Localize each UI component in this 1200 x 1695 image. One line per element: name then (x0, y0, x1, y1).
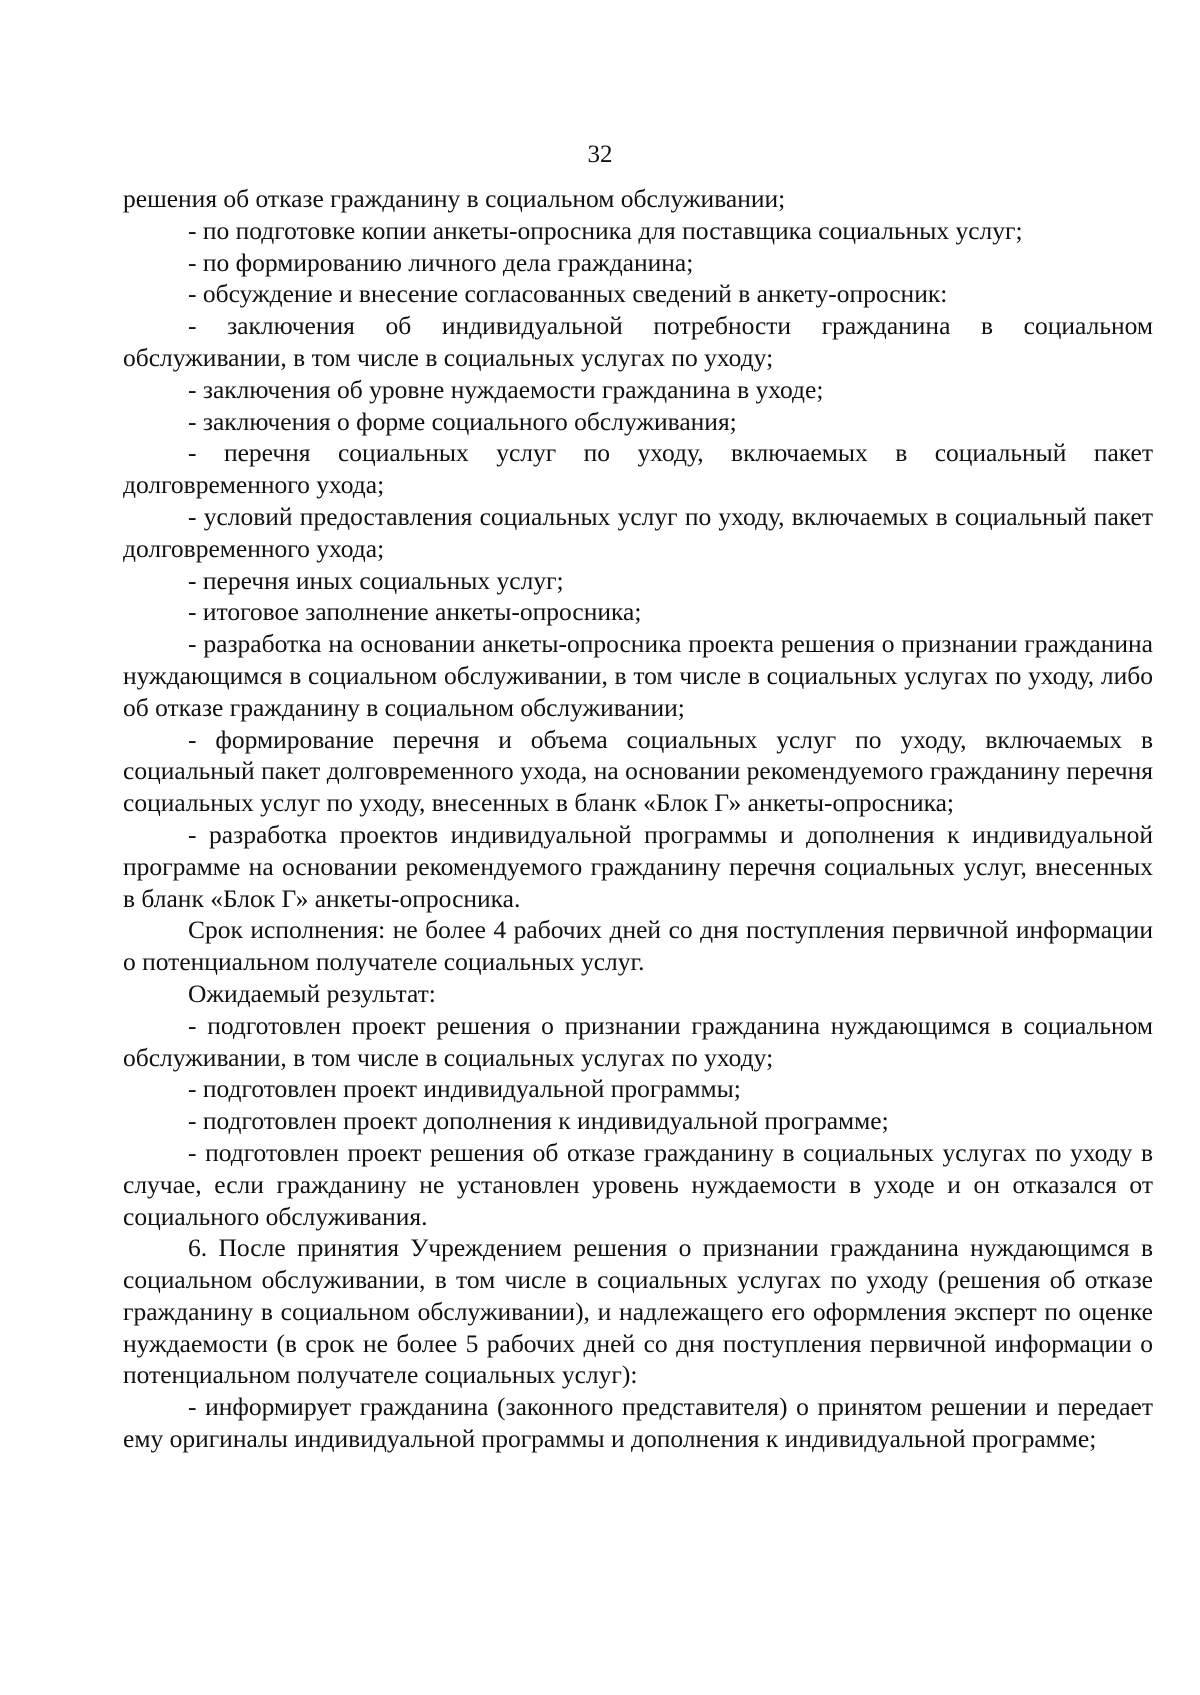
list-item-questionnaire-discussion: - обсуждение и внесение согласованных сведений в анкету-опросник: (188, 279, 948, 309)
result-item-program-draft: - подготовлен проект индивидуальной программы; (188, 1074, 741, 1104)
list-item-final-filling: - итоговое заполнение анкеты-опросника; (188, 597, 642, 627)
list-item-provision-conditions: - условий предоставления социальных услуг по уходу, включаемых в социальный пакет долговременного ухода; (123, 501, 1153, 563)
result-item-supplement-draft: - подготовлен проект дополнения к индивидуальной программе; (188, 1106, 889, 1136)
document-body (123, 183, 1153, 1455)
deadline-paragraph: Срок исполнения: не более 4 рабочих дней со дня поступления первичной информации о потенциальном получателе социальных услуг. (123, 915, 1153, 977)
list-item-personal-file: - по формированию личного дела гражданина; (188, 247, 694, 277)
list-item-questionnaire-copy: - по подготовке копии анкеты-опросника для поставщика социальных услуг; (188, 215, 1023, 245)
result-item-decision-draft: - подготовлен проект решения о признании гражданина нуждающимся в социальном обслуживании, в том числе в социальных услугах по уходу; (123, 1010, 1153, 1072)
list-item-decision-draft: - разработка на основании анкеты-опросника проекта решения о признании гражданина нуждающимся в социальном обслуживании, в том числе в социальных услугах по уходу, либо об отказе гражданину в социальном обслуживании; (123, 629, 1153, 722)
expected-result-heading: Ожидаемый результат: (188, 978, 436, 1008)
list-item-individual-need: - заключения об индивидуальной потребности гражданина в социальном обслуживании, в том числе в социальных услугах по уходу; (123, 311, 1153, 372)
list-item-program-drafts: - разработка проектов индивидуальной программы и дополнения к индивидуальной программе на основании рекомендуемого гражданину перечня социальных услуг, внесенных в бланк «Блок Г» анкеты-опросника. (123, 819, 1153, 913)
list-item-care-services-list: - перечня социальных услуг по уходу, включаемых в социальный пакет долговременного ухода; (123, 438, 1153, 500)
page-number: 32 (587, 141, 613, 168)
list-item-inform-citizen: - информирует гражданина (законного представителя) о принятом решении и передает ему оригиналы индивидуальной программы и дополнения к индивидуальной программе; (123, 1392, 1153, 1454)
result-item-refusal-draft: - подготовлен проект решения об отказе гражданину в социальных услугах по уходу в случае, если гражданину не установлен уровень нуждаемости в уходе и он отказался от социального обслуживания. (123, 1137, 1153, 1231)
paragraph-continuation: решения об отказе гражданину в социальном обслуживании; (123, 184, 786, 213)
numbered-paragraph-6: 6. После принятия Учреждением решения о признании гражданина нуждающимся в социальном обслуживании, в том числе в социальных услугах по уходу (решения об отказе гражданину в социальном обслуживании), и надлежащего его оформления эксперт по оценке нуждаемости (в срок не более 5 рабочих дней со дня поступления первичной информации о потенциальном получателе социальных услуг): (123, 1233, 1153, 1390)
list-item-service-form: - заключения о форме социального обслуживания; (188, 406, 737, 436)
list-item-other-services: - перечня иных социальных услуг; (188, 565, 564, 595)
list-item-need-level: - заключения об уровне нуждаемости гражданина в уходе; (188, 374, 824, 404)
list-item-services-volume: - формирование перечня и объема социальных услуг по уходу, включаемых в социальный пакет долговременного ухода, на основании рекомендуемого гражданину перечня социальных услуг по уходу, внесенных в бланк «Блок Г» анкеты-опросника; (123, 724, 1153, 818)
